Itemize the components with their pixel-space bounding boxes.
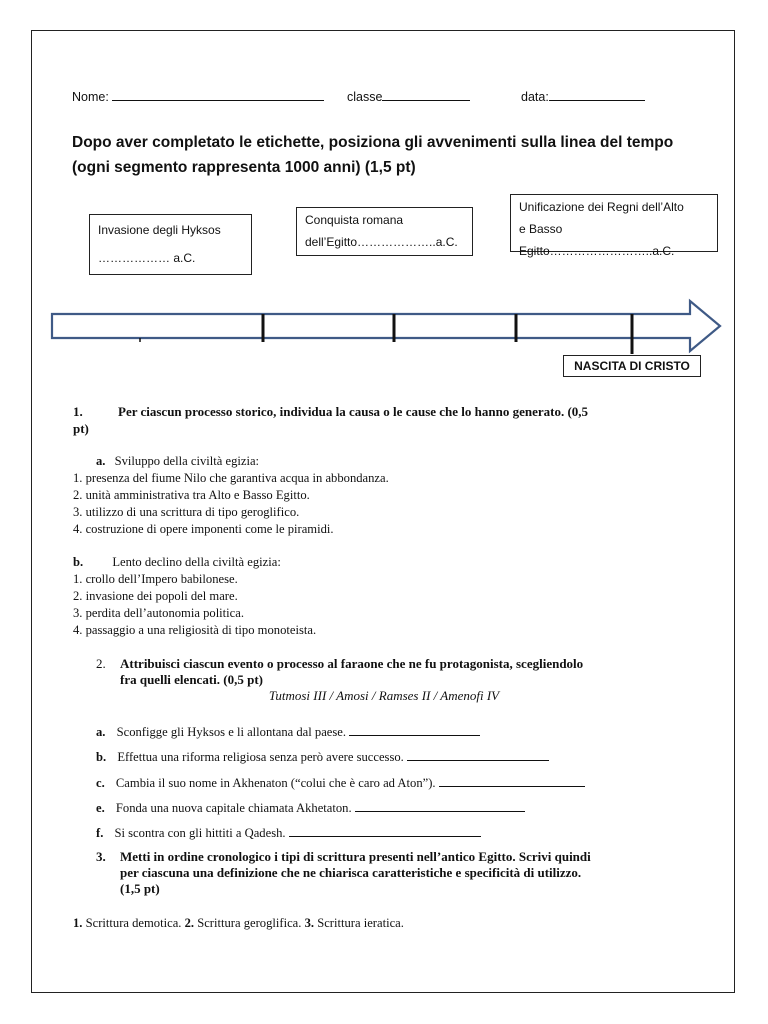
class-field bbox=[347, 88, 470, 104]
instruction-line-1: Dopo aver completato le etichette, posiziona gli avvenimenti sulla linea del tempo bbox=[72, 134, 674, 151]
q1-b-item: 4. passaggio a una religiosità di tipo monoteista. bbox=[73, 623, 317, 637]
q1-b-letter: b. bbox=[73, 555, 84, 569]
label-roman-title: Conquista romana bbox=[305, 213, 404, 227]
q3-option-num: 1. bbox=[73, 916, 83, 930]
q2-item-letter: f. bbox=[96, 826, 104, 840]
q1-text-line1: Per ciascun processo storico, individua la causa o le cause che lo hanno generato. (0,5 bbox=[118, 404, 589, 419]
instruction-line-2: (ogni segmento rappresenta 1000 anni) (1,5 pt) bbox=[72, 159, 416, 176]
label-hyksos-date[interactable]: ……………… a.C. bbox=[98, 251, 196, 265]
q2-item-text: Si scontra con gli hittiti a Qadesh. bbox=[114, 826, 286, 840]
q1-b-heading bbox=[73, 555, 281, 570]
q2-item-text: Fonda una nuova capitale chiamata Akhetaton. bbox=[115, 801, 352, 815]
q1-a-heading bbox=[96, 454, 259, 469]
timeline bbox=[48, 296, 728, 356]
q2-item-a bbox=[96, 723, 480, 740]
class-label: classe bbox=[347, 90, 383, 104]
q3-text-line1: Metti in ordine cronologico i tipi di scrittura presenti nell’antico Egitto. Scrivi quindi bbox=[120, 849, 591, 864]
answer-blank[interactable] bbox=[407, 748, 549, 761]
q1-b-title: Lento declino della civiltà egizia: bbox=[112, 555, 281, 569]
q2-item-letter: a. bbox=[96, 725, 106, 739]
q1-a-title: Sviluppo della civiltà egizia: bbox=[114, 454, 260, 468]
q1-a-letter: a. bbox=[96, 454, 106, 468]
q2-item-letter: b. bbox=[96, 750, 107, 764]
q2-item-f bbox=[96, 824, 481, 841]
q3-option-num: 2. bbox=[184, 916, 195, 930]
q2-item-c bbox=[96, 774, 585, 791]
q3-option-text: Scrittura ieratica. bbox=[317, 916, 404, 930]
label-birth-of-christ: NASCITA DI CRISTO bbox=[563, 355, 701, 377]
q3-text-line3: (1,5 pt) bbox=[120, 881, 160, 896]
answer-blank[interactable] bbox=[349, 723, 480, 736]
q1-b-item: 2. invasione dei popoli del mare. bbox=[73, 589, 238, 603]
q2-number: 2. bbox=[96, 656, 106, 671]
q2-item-letter: c. bbox=[96, 776, 105, 790]
q2-item-letter: e. bbox=[96, 801, 105, 815]
label-hyksos bbox=[89, 214, 252, 275]
q2-item-text: Effettua una riforma religiosa senza però avere successo. bbox=[117, 750, 404, 764]
answer-blank[interactable] bbox=[289, 824, 481, 837]
q3-text-line2: per ciascuna una definizione che ne chiarisca caratteristiche e specificità di utilizzo. bbox=[120, 865, 582, 880]
answer-blank[interactable] bbox=[355, 799, 525, 812]
q1-a-item: 4. costruzione di opere imponenti come le piramidi. bbox=[73, 522, 334, 536]
q2-item-b bbox=[96, 748, 549, 765]
label-roman-conquest bbox=[296, 207, 473, 256]
q2-text-line1: Attribuisci ciascun evento o processo al faraone che ne fu protagonista, scegliendolo bbox=[120, 656, 584, 671]
q1-a-item: 3. utilizzo di una scrittura di tipo geroglifico. bbox=[73, 505, 300, 519]
class-blank[interactable] bbox=[382, 88, 470, 101]
name-field bbox=[72, 88, 324, 104]
q2-item-text: Cambia il suo nome in Akhenaton (“colui che è caro ad Aton”). bbox=[115, 776, 436, 790]
q3-number: 3. bbox=[96, 849, 106, 864]
q2-pharaoh-list: Tutmosi III / Amosi / Ramses II / Amenofi IV bbox=[268, 688, 500, 703]
label-unification bbox=[510, 194, 718, 258]
date-field bbox=[521, 88, 645, 104]
q2-text-line2: fra quelli elencati. (0,5 pt) bbox=[120, 672, 263, 687]
label-hyksos-title: Invasione degli Hyksos bbox=[98, 223, 221, 237]
q1-b-item: 1. crollo dell’Impero babilonese. bbox=[73, 572, 238, 586]
label-roman-date[interactable]: dell’Egitto………………..a.C. bbox=[305, 235, 458, 249]
label-unification-date[interactable]: e Basso Egitto……………………..a.C. bbox=[519, 222, 675, 258]
q1-a-item: 1. presenza del fiume Nilo che garantiva acqua in abbondanza. bbox=[73, 471, 389, 485]
name-label: Nome: bbox=[72, 90, 109, 104]
label-unification-title: Unificazione dei Regni dell’Alto bbox=[519, 200, 684, 214]
q2-item-e bbox=[96, 799, 525, 816]
timeline-arrow bbox=[52, 301, 720, 351]
q1-text-line2: pt) bbox=[73, 421, 89, 436]
q3-options bbox=[73, 916, 404, 931]
q1-b-item: 3. perdita dell’autonomia politica. bbox=[73, 606, 245, 620]
q3-option-text: Scrittura geroglifica. bbox=[197, 916, 302, 930]
q1-number: 1. bbox=[73, 404, 83, 419]
name-blank[interactable] bbox=[112, 88, 324, 101]
date-blank[interactable] bbox=[549, 88, 645, 101]
q3-option-text: Scrittura demotica. bbox=[85, 916, 182, 930]
q1-a-item: 2. unità amministrativa tra Alto e Basso Egitto. bbox=[73, 488, 310, 502]
q3-option-num: 3. bbox=[304, 916, 315, 930]
answer-blank[interactable] bbox=[439, 774, 585, 787]
date-label: data: bbox=[521, 90, 549, 104]
q2-item-text: Sconfigge gli Hyksos e li allontana dal paese. bbox=[116, 725, 347, 739]
